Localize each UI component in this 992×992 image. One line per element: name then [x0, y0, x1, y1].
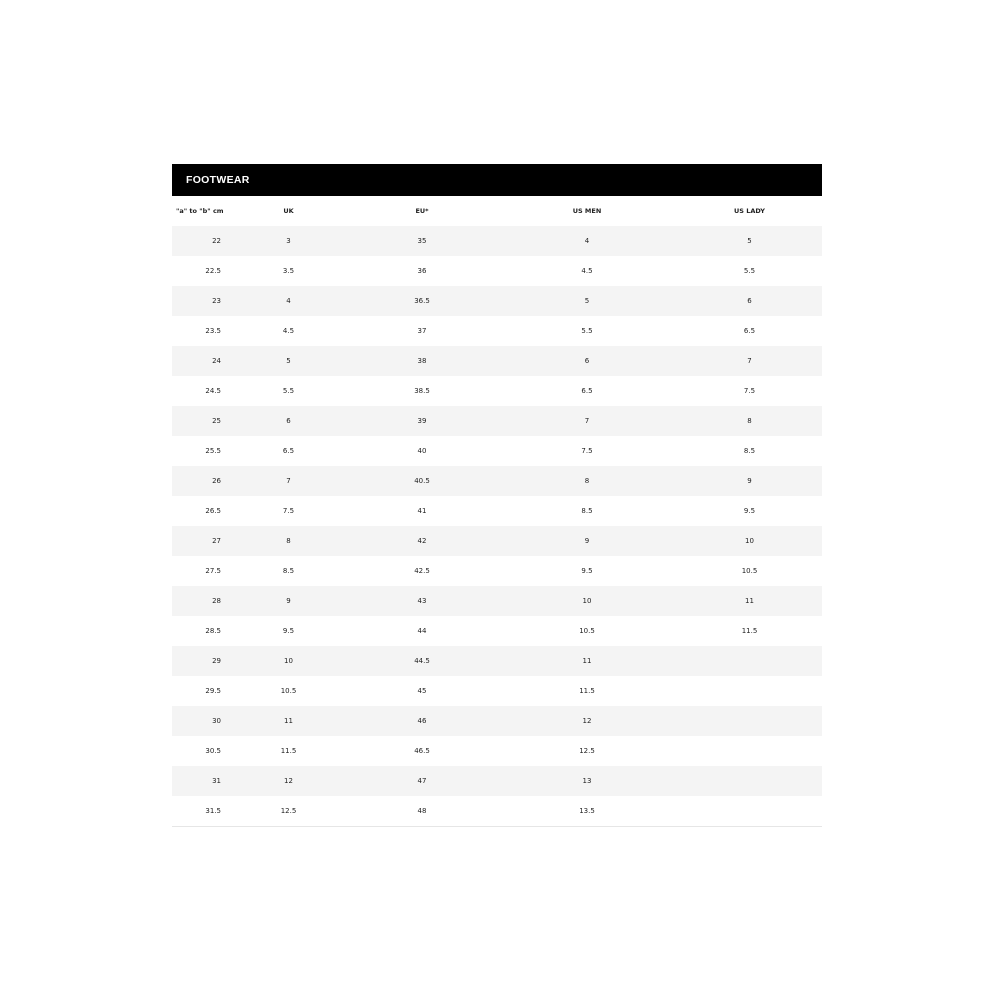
cell-us-men: 12	[582, 717, 592, 725]
cell-us-men: 5.5	[581, 327, 593, 335]
cell-us-men: 5	[584, 297, 590, 305]
cell-us-lady: 6.5	[743, 327, 756, 335]
cell-us-lady: 8	[747, 417, 752, 425]
table-row	[172, 406, 822, 436]
cell-uk: 3	[286, 237, 291, 245]
cell-uk: 7	[286, 477, 291, 485]
cell-us-men: 10	[582, 597, 592, 605]
cell-uk: 4.5	[282, 327, 295, 335]
cell-us-men: 6	[584, 357, 590, 365]
column-header-us-men: US MEN	[572, 207, 602, 215]
cell-us-lady: 10	[745, 537, 754, 545]
cell-us-men: 7.5	[581, 447, 593, 455]
cell-cm: 29.5	[205, 687, 221, 695]
cell-eu: 36.5	[414, 297, 430, 305]
cell-eu: 38	[417, 357, 427, 365]
cell-us-lady: 5	[747, 237, 752, 245]
cell-us-lady: 6	[747, 297, 752, 305]
column-header-eu: EU*	[415, 207, 429, 215]
cell-us-men: 4	[584, 237, 590, 245]
cell-eu: 42	[417, 537, 427, 545]
cell-us-lady	[677, 766, 822, 796]
cell-cm: 26.5	[205, 507, 221, 515]
cell-eu: 43	[417, 597, 427, 605]
cell-eu: 48	[417, 806, 427, 815]
table-row	[172, 616, 822, 646]
cell-cm: 25	[212, 417, 221, 425]
table-row	[172, 586, 822, 616]
table-row	[172, 376, 822, 406]
column-header-cm: "a" to "b" cm	[176, 207, 224, 215]
cell-cm: 31.5	[205, 806, 221, 815]
cell-cm: 22	[212, 237, 221, 245]
cell-us-lady	[677, 676, 822, 706]
cell-uk: 12	[284, 777, 293, 785]
cell-eu: 36	[417, 267, 427, 275]
cell-us-men: 12.5	[579, 747, 595, 755]
cell-us-lady: 8.5	[743, 447, 756, 455]
cell-us-lady: 11	[745, 597, 754, 605]
cell-us-men: 9	[584, 537, 590, 545]
cell-us-men: 4.5	[581, 267, 593, 275]
cell-cm: 25.5	[205, 447, 221, 455]
cell-cm: 26	[212, 477, 221, 485]
cell-us-men: 6.5	[581, 387, 593, 395]
table-row	[172, 346, 822, 376]
table-row	[172, 556, 822, 586]
cell-uk: 3.5	[282, 267, 295, 275]
cell-us-lady: 5.5	[743, 267, 756, 275]
cell-us-lady	[677, 646, 822, 676]
cell-us-men: 9.5	[581, 567, 593, 575]
cell-uk: 12.5	[280, 806, 297, 815]
table-row	[172, 256, 822, 286]
cell-uk: 6.5	[282, 447, 295, 455]
cell-eu: 46.5	[414, 747, 430, 755]
table-row	[172, 766, 822, 796]
cell-eu: 47	[417, 777, 427, 785]
cell-uk: 5.5	[282, 387, 295, 395]
cell-eu: 38.5	[414, 387, 430, 395]
cell-cm: 23.5	[205, 327, 221, 335]
cell-uk: 10	[284, 657, 293, 665]
size-table-body	[172, 226, 822, 826]
cell-us-men: 11.5	[579, 687, 595, 695]
cell-cm: 27.5	[205, 567, 221, 575]
cell-us-lady	[677, 796, 822, 826]
cell-uk: 7.5	[282, 507, 295, 515]
cell-us-men: 13	[582, 777, 592, 785]
table-row	[172, 796, 822, 826]
cell-eu: 44.5	[414, 657, 430, 665]
cell-us-men: 11	[582, 657, 592, 665]
cell-eu: 40.5	[414, 477, 430, 485]
size-chart-title-bar	[172, 164, 822, 196]
cell-us-lady	[677, 706, 822, 736]
cell-cm: 23	[212, 297, 221, 305]
cell-us-lady: 10.5	[741, 567, 758, 575]
cell-eu: 35	[417, 237, 427, 245]
cell-cm: 24.5	[205, 387, 221, 395]
cell-uk: 8	[286, 537, 291, 545]
cell-us-men: 8.5	[581, 507, 593, 515]
cell-uk: 10.5	[280, 687, 297, 695]
cell-us-lady: 7.5	[743, 387, 756, 395]
table-row	[172, 316, 822, 346]
cell-eu: 41	[417, 507, 427, 515]
cell-eu: 39	[417, 417, 427, 425]
table-row	[172, 496, 822, 526]
cell-uk: 8.5	[282, 567, 295, 575]
cell-eu: 45	[417, 687, 427, 695]
table-row	[172, 706, 822, 736]
table-row	[172, 286, 822, 316]
size-table	[172, 196, 822, 827]
table-row	[172, 436, 822, 466]
column-header-us-lady: US LADY	[733, 207, 766, 215]
cell-us-lady: 9.5	[743, 507, 756, 515]
cell-uk: 9	[286, 597, 291, 605]
table-row	[172, 466, 822, 496]
cell-uk: 6	[286, 417, 291, 425]
cell-eu: 37	[417, 327, 427, 335]
cell-eu: 40	[417, 447, 427, 455]
cell-us-lady: 7	[747, 357, 752, 365]
size-chart	[172, 164, 822, 827]
cell-uk: 5	[286, 357, 291, 365]
table-row	[172, 526, 822, 556]
table-row	[172, 676, 822, 706]
cell-us-lady: 11.5	[741, 627, 758, 635]
cell-eu: 44	[417, 627, 427, 635]
cell-uk: 4	[286, 297, 291, 305]
header-row	[172, 196, 822, 226]
cell-cm: 28	[212, 597, 221, 605]
cell-uk: 11	[284, 717, 293, 725]
cell-us-men: 8	[584, 477, 590, 485]
cell-eu: 46	[417, 717, 427, 725]
cell-cm: 30	[212, 717, 221, 725]
cell-cm: 31	[212, 777, 221, 785]
cell-us-men: 7	[584, 417, 590, 425]
table-row	[172, 226, 822, 256]
cell-cm: 24	[212, 357, 221, 365]
cell-eu: 42.5	[414, 567, 430, 575]
cell-uk: 9.5	[282, 627, 295, 635]
cell-us-lady	[677, 736, 822, 766]
cell-cm: 30.5	[205, 747, 221, 755]
cell-cm: 29	[212, 657, 221, 665]
cell-cm: 27	[212, 537, 221, 545]
cell-us-men: 13.5	[579, 806, 595, 815]
cell-us-men: 10.5	[579, 627, 595, 635]
cell-us-lady: 9	[747, 477, 752, 485]
table-row	[172, 646, 822, 676]
cell-uk: 11.5	[280, 747, 297, 755]
table-row	[172, 736, 822, 766]
column-header-uk: UK	[283, 207, 294, 215]
size-table-header	[172, 196, 822, 226]
size-chart-title: FOOTWEAR	[186, 174, 250, 186]
cell-cm: 28.5	[205, 627, 221, 635]
cell-cm: 22.5	[205, 267, 221, 275]
